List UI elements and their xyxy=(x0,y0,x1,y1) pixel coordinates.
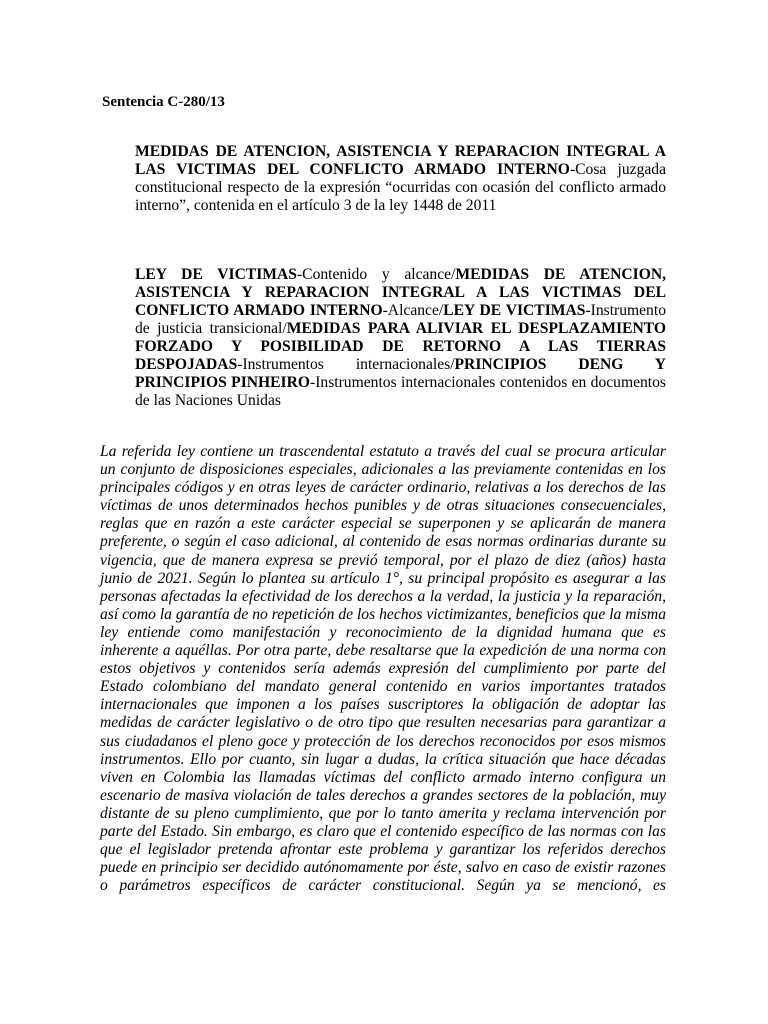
summary-paragraph-1 xyxy=(135,143,666,215)
summary-heading: LEY DE VICTIMAS xyxy=(443,302,586,319)
summary-heading: MEDIDAS DE ATENCION, ASISTENCIA Y REPARACION INTEGRAL A LAS VICTIMAS DEL CONFLICTO ARMADO INTERNO xyxy=(135,266,667,319)
summary-heading: PRINCIPIOS DENG Y PRINCIPIOS PINHEIRO xyxy=(135,356,666,391)
summary-text: -Cosa juzgada constitucional respecto de la expresión “ocurridas con ocasión del conflicto armado interno”, contenida en el artículo 3 de la ley 1448 de 2011 xyxy=(135,161,667,214)
summary-heading: MEDIDAS PARA ALIVIAR EL DESPLAZAMIENTO FORZADO Y POSIBILIDAD DE RETORNO A LAS TIERRAS DESPOJADAS xyxy=(135,320,666,373)
summary-paragraph-2 xyxy=(135,266,666,410)
summary-text: -Instrumento de justicia transicional/ xyxy=(135,302,666,337)
summary-text: -Instrumentos internacionales/ xyxy=(237,356,455,373)
summary-text: -Alcance/ xyxy=(382,302,444,319)
summary-heading: MEDIDAS DE ATENCION, ASISTENCIA Y REPARACION INTEGRAL A LAS VICTIMAS DEL CONFLICTO ARMADO INTERNO xyxy=(135,143,666,178)
summary-text: -Instrumentos internacionales contenidos en documentos de las Naciones Unidas xyxy=(135,374,667,409)
summary-heading: LEY DE VICTIMAS xyxy=(135,266,297,283)
summary-text: -Contenido y alcance/ xyxy=(296,266,456,283)
document-title: Sentencia C-280/13 xyxy=(102,94,225,110)
body-paragraph: La referida ley contiene un trascendental estatuto a través del cual se procura articular un conjunto de disposiciones especiales, adicionales a las previamente contenidas en los principales códigos y en otras leyes de carácter ordinario, relativas a los derechos de las víctimas de unos determinados hechos punibles y de otras situaciones consecuenciales, reglas que en razón a este carácter especial se superponen y se aplicarán de manera preferente, o según el caso adicional, al contenido de esas normas ordinarias durante su vigencia, que de manera expresa se previó temporal, por el plazo de diez (años) hasta junio de 2021. Según lo plantea su artículo 1°, su principal propósito es asegurar a las personas afectadas la efectividad de los derechos a la verdad, la justicia y la reparación, así como la garantía de no repetición de los hechos victimizantes, beneficios que la misma ley entiende como manifestación y reconocimiento de la dignidad humana que es inherente a aquéllas. Por otra parte, debe resaltarse que la expedición de una norma con estos objetivos y contenidos sería además expresión del cumplimiento por parte del Estado colombiano del mandato general contenido en varios importantes tratados internacionales que imponen a los países suscriptores la obligación de adoptar las medidas de carácter legislativo o de otro tipo que resulten necesarias para garantizar a sus ciudadanos el pleno goce y protección de los derechos reconocidos por esos mismos instrumentos. Ello por cuanto, sin lugar a dudas, la crítica situación que hace décadas viven en Colombia las llamadas víctimas del conflicto armado interno configura un escenario de masiva violación de tales derechos a grandes sectores de la población, muy distante de su pleno cumplimiento, que por lo tanto amerita y reclama intervención por parte del Estado. Sin embargo, es claro que el contenido específico de las normas con las que el legislador pretenda afrontar este problema y garantizar los referidos derechos puede en principio ser decidido autónomamente por éste, salvo en caso de existir razones o parámetros específicos de carácter constitucional. Según ya se mencionó, es xyxy=(100,443,666,895)
